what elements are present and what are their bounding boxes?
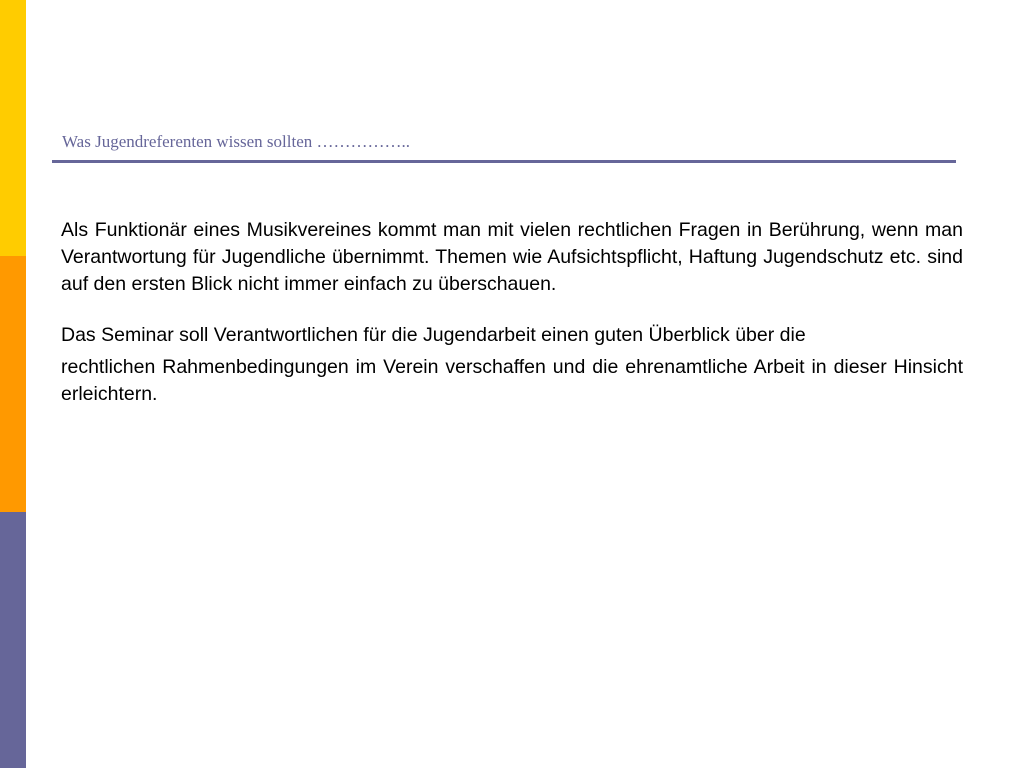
slide-body [61,217,963,408]
body-paragraph-seminar-line1: Das Seminar soll Verantwortlichen für die Jugendarbeit einen guten Überblick über die [61,324,806,346]
title-divider [52,160,956,163]
side-bar-purple-segment [0,512,26,768]
side-bar-yellow-segment [0,0,26,256]
body-paragraph-seminar-line2: rechtlichen Rahmenbedingungen im Verein verschaffen und die ehrenamtliche Arbeit in dieser Hinsicht erleichtern. [61,356,963,405]
slide-title: Was Jugendreferenten wissen sollten …………….. [62,132,411,151]
side-bar-orange-segment [0,256,26,512]
body-paragraph-intro: Als Funktionär eines Musikvereines kommt man mit vielen rechtlichen Fragen in Berührung, wenn man Verantwortung für Jugendliche übernimmt. Themen wie Aufsichtspflicht, Haftung Jugendschutz etc. sind auf den ersten Blick nicht immer einfach zu überschauen. [61,219,963,295]
decorative-side-bar [0,0,26,768]
